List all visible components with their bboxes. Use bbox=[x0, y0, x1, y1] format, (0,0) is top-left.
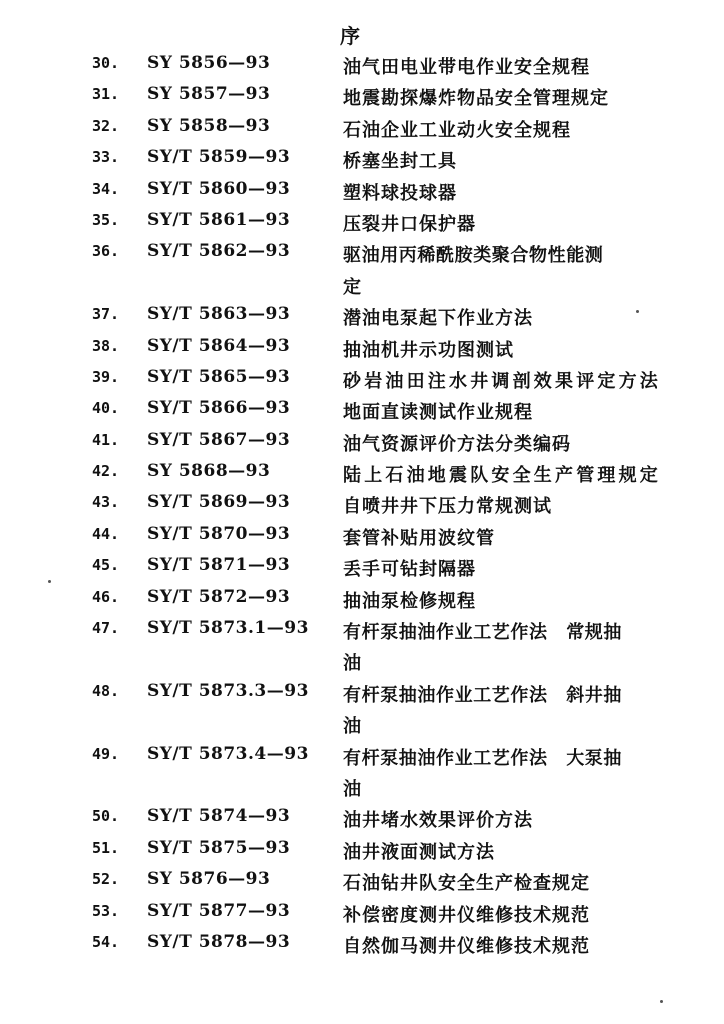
list-item bbox=[0, 803, 724, 834]
item-number: 43. bbox=[92, 493, 120, 512]
standard-title: 压裂井口保护器 bbox=[343, 213, 476, 235]
list-item-line bbox=[0, 866, 724, 897]
list-item-line bbox=[0, 238, 724, 269]
list-item bbox=[0, 866, 724, 897]
standard-title: 石油企业工业动火安全规程 bbox=[343, 119, 571, 141]
list-item-line bbox=[0, 458, 724, 489]
item-number: 34. bbox=[92, 179, 120, 198]
standard-title: 有杆泵抽油作业工艺作法 斜井抽 bbox=[343, 684, 622, 706]
item-number: 31. bbox=[92, 85, 120, 104]
list-item bbox=[0, 521, 724, 552]
standard-code: SY/T 5871—93 bbox=[147, 555, 291, 576]
standard-code: SY 5876—93 bbox=[147, 869, 271, 890]
list-item-line bbox=[0, 50, 724, 81]
list-item-line bbox=[0, 929, 724, 960]
list-item bbox=[0, 395, 724, 426]
list-item bbox=[0, 489, 724, 520]
item-number: 51. bbox=[92, 838, 120, 857]
standard-title: 石油钻井队安全生产检查规定 bbox=[343, 873, 590, 895]
list-item-line bbox=[0, 113, 724, 144]
item-number: 49. bbox=[92, 744, 120, 763]
standard-code: SY/T 5863—93 bbox=[147, 304, 291, 325]
list-item bbox=[0, 238, 724, 301]
item-number: 38. bbox=[92, 336, 120, 355]
standard-code: SY/T 5862—93 bbox=[147, 241, 291, 262]
standard-code: SY 5857—93 bbox=[147, 84, 271, 105]
standard-code: SY/T 5864—93 bbox=[147, 335, 291, 356]
list-item bbox=[0, 427, 724, 458]
list-item-line bbox=[0, 301, 724, 332]
list-item-line bbox=[0, 898, 724, 929]
standard-code: SY/T 5873.1—93 bbox=[147, 618, 309, 639]
standard-title-continuation: 油 bbox=[343, 653, 361, 675]
list-item bbox=[0, 81, 724, 112]
standard-code: SY/T 5870—93 bbox=[147, 523, 291, 544]
item-number: 52. bbox=[92, 870, 120, 889]
item-number: 53. bbox=[92, 901, 120, 920]
standard-title: 油气资源评价方法分类编码 bbox=[343, 433, 571, 455]
list-item-line bbox=[0, 584, 724, 615]
item-number: 45. bbox=[92, 556, 120, 575]
standard-title: 自然伽马测井仪维修技术规范 bbox=[343, 935, 590, 957]
standard-code: SY/T 5873.3—93 bbox=[147, 680, 309, 701]
item-number: 41. bbox=[92, 430, 120, 449]
standard-code: SY/T 5873.4—93 bbox=[147, 743, 309, 764]
list-item bbox=[0, 615, 724, 678]
section-header: 序 bbox=[340, 24, 360, 48]
standard-code: SY/T 5872—93 bbox=[147, 586, 291, 607]
standard-title: 丢手可钻封隔器 bbox=[343, 559, 476, 581]
standard-title: 地震勘探爆炸物品安全管理规定 bbox=[343, 88, 609, 110]
list-item-line bbox=[0, 427, 724, 458]
standard-title: 驱油用丙稀酰胺类聚合物性能测 bbox=[343, 245, 604, 267]
item-number: 36. bbox=[92, 242, 120, 261]
list-item-line bbox=[0, 81, 724, 112]
item-number: 47. bbox=[92, 619, 120, 638]
standard-title: 抽油泵检修规程 bbox=[343, 590, 476, 612]
standard-title: 抽油机井示功图测试 bbox=[343, 339, 514, 361]
list-item-continuation-line bbox=[0, 270, 724, 301]
list-item-line bbox=[0, 803, 724, 834]
list-item bbox=[0, 835, 724, 866]
item-number: 35. bbox=[92, 210, 120, 229]
list-item bbox=[0, 113, 724, 144]
standard-title: 套管补贴用波纹管 bbox=[343, 527, 495, 549]
item-number: 33. bbox=[92, 148, 120, 167]
list-item-line bbox=[0, 741, 724, 772]
scan-speck bbox=[660, 1000, 663, 1003]
standard-code: SY/T 5866—93 bbox=[147, 398, 291, 419]
list-item-line bbox=[0, 678, 724, 709]
list-item-line bbox=[0, 207, 724, 238]
item-number: 30. bbox=[92, 54, 120, 72]
item-number: 32. bbox=[92, 116, 120, 135]
list-item bbox=[0, 301, 724, 332]
list-item-line bbox=[0, 176, 724, 207]
standard-title: 油井堵水效果评价方法 bbox=[343, 810, 533, 832]
standard-code: SY/T 5869—93 bbox=[147, 492, 291, 513]
standard-code: SY/T 5874—93 bbox=[147, 806, 291, 827]
standard-code: SY/T 5875—93 bbox=[147, 837, 291, 858]
standard-title: 地面直读测试作业规程 bbox=[343, 402, 533, 424]
list-item bbox=[0, 50, 724, 81]
item-number: 37. bbox=[92, 305, 120, 324]
standard-title: 塑料球投球器 bbox=[343, 182, 457, 204]
list-item-line bbox=[0, 144, 724, 175]
list-item-line bbox=[0, 521, 724, 552]
list-item-line bbox=[0, 552, 724, 583]
standard-title: 有杆泵抽油作业工艺作法 常规抽 bbox=[343, 622, 622, 644]
list-item bbox=[0, 898, 724, 929]
standard-title: 陆上石油地震队安全生产管理规定 bbox=[343, 465, 661, 487]
standard-title: 桥塞坐封工具 bbox=[343, 151, 457, 173]
standard-title-continuation: 油 bbox=[343, 716, 361, 738]
item-number: 42. bbox=[92, 462, 120, 481]
standard-title: 砂岩油田注水井调剖效果评定方法 bbox=[343, 370, 661, 392]
item-number: 44. bbox=[92, 524, 120, 543]
scan-speck bbox=[48, 580, 51, 583]
standard-code: SY 5868—93 bbox=[147, 461, 271, 482]
list-item bbox=[0, 176, 724, 207]
list-item-line bbox=[0, 333, 724, 364]
standard-title: 自喷井井下压力常规测试 bbox=[343, 496, 552, 518]
item-number: 46. bbox=[92, 587, 120, 606]
standard-code: SY 5858—93 bbox=[147, 115, 271, 136]
list-item bbox=[0, 364, 724, 395]
list-item bbox=[0, 678, 724, 741]
list-item bbox=[0, 207, 724, 238]
standard-title: 补偿密度测井仪维修技术规范 bbox=[343, 904, 590, 926]
standard-code: SY 5856—93 bbox=[147, 53, 271, 73]
standard-title-continuation: 油 bbox=[343, 778, 361, 800]
standard-title: 有杆泵抽油作业工艺作法 大泵抽 bbox=[343, 747, 622, 769]
list-item-continuation-line bbox=[0, 646, 724, 677]
list-item-line bbox=[0, 835, 724, 866]
standard-code: SY/T 5859—93 bbox=[147, 147, 291, 168]
standard-code: SY/T 5867—93 bbox=[147, 429, 291, 450]
list-item-continuation-line bbox=[0, 772, 724, 803]
scan-speck bbox=[636, 310, 639, 313]
list-item bbox=[0, 144, 724, 175]
standards-list bbox=[0, 50, 724, 960]
standard-code: SY/T 5861—93 bbox=[147, 209, 291, 230]
list-item-line bbox=[0, 489, 724, 520]
standard-title: 油气田电业带电作业安全规程 bbox=[343, 57, 590, 78]
list-item-line bbox=[0, 364, 724, 395]
standard-title: 潜油电泵起下作业方法 bbox=[343, 308, 533, 330]
item-number: 48. bbox=[92, 681, 120, 700]
item-number: 54. bbox=[92, 932, 120, 951]
item-number: 40. bbox=[92, 399, 120, 418]
standard-title-continuation: 定 bbox=[343, 276, 361, 298]
list-item-continuation-line bbox=[0, 709, 724, 740]
item-number: 50. bbox=[92, 807, 120, 826]
list-item-line bbox=[0, 615, 724, 646]
list-item bbox=[0, 458, 724, 489]
list-item-line bbox=[0, 395, 724, 426]
list-item bbox=[0, 741, 724, 804]
standard-code: SY/T 5860—93 bbox=[147, 178, 291, 199]
list-item bbox=[0, 584, 724, 615]
standard-title: 油井液面测试方法 bbox=[343, 841, 495, 863]
list-item bbox=[0, 929, 724, 960]
list-item bbox=[0, 552, 724, 583]
standard-code: SY/T 5877—93 bbox=[147, 900, 291, 921]
item-number: 39. bbox=[92, 367, 120, 386]
standard-code: SY/T 5865—93 bbox=[147, 366, 291, 387]
standard-code: SY/T 5878—93 bbox=[147, 931, 291, 952]
list-item bbox=[0, 333, 724, 364]
